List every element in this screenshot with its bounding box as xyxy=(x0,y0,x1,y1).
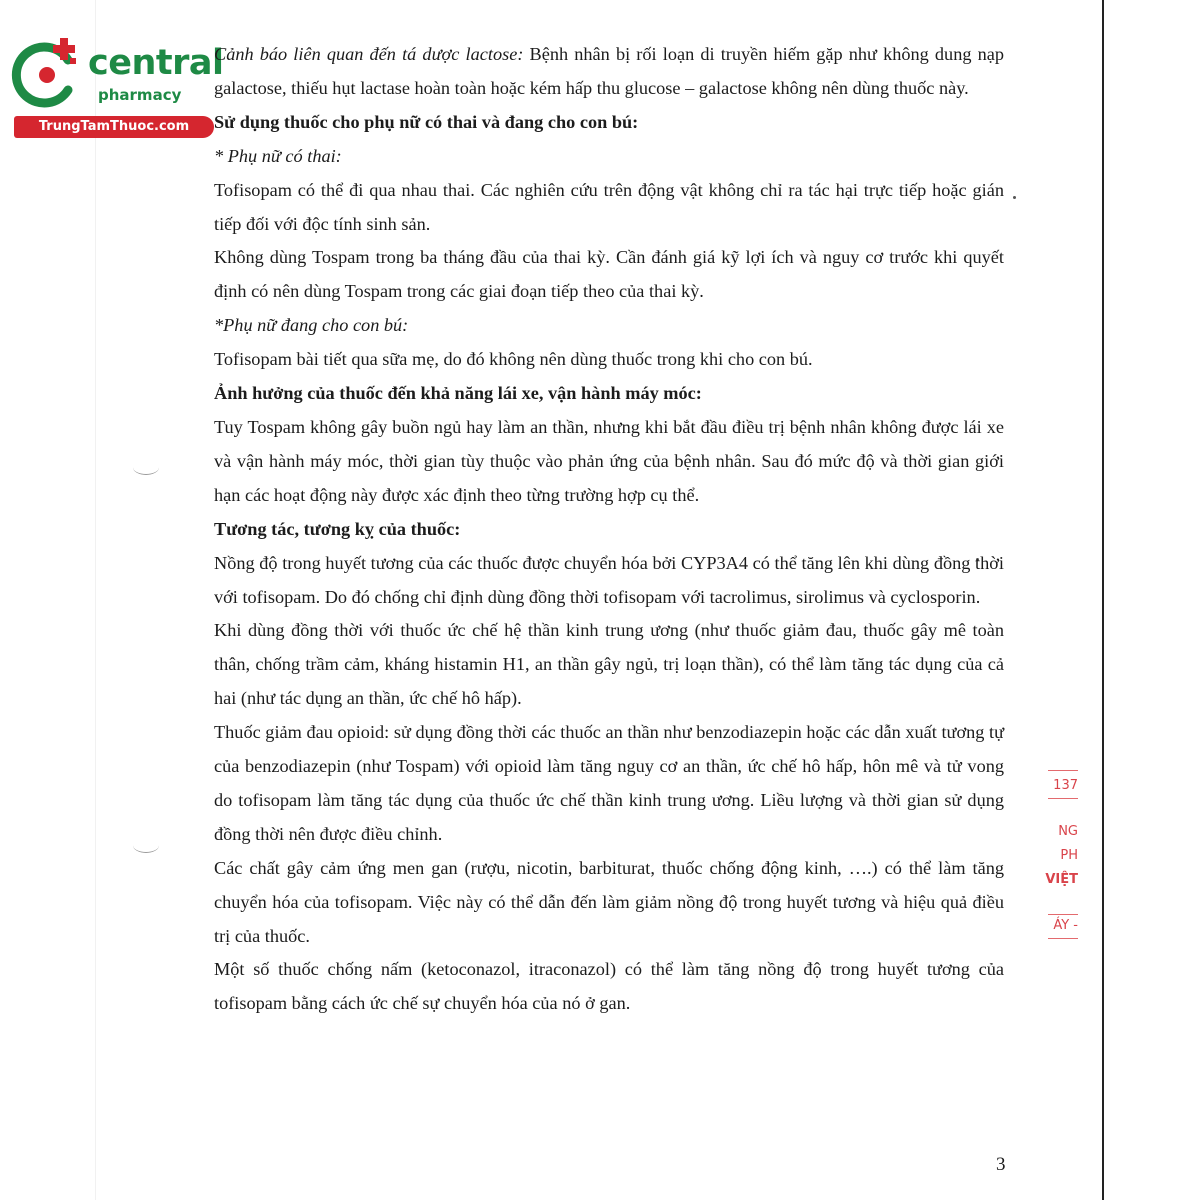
stamp-text: 137 xyxy=(1053,778,1078,793)
stamp-text: PH xyxy=(1060,848,1078,863)
paragraph-trimester: Không dùng Tospam trong ba tháng đầu của thai kỳ. Cần đánh giá kỹ lợi ích và nguy cơ trước khi quyết định có nên dùng Tospam trong các giai đoạn tiếp theo của thai kỳ. xyxy=(214,247,1004,302)
central-pharmacy-logo xyxy=(8,36,224,136)
subheading-pregnant-women: * Phụ nữ có thai: xyxy=(214,145,342,166)
stamp-text: ÁY - xyxy=(1053,918,1078,933)
stamp-text: NG xyxy=(1058,824,1078,839)
punch-hole-mark xyxy=(133,838,159,853)
stamp-line xyxy=(1048,770,1078,771)
paragraph-enzyme-inducers: Các chất gây cảm ứng men gan (rượu, nicotin, barbiturat, thuốc chống động kinh, ….) có thể làm tăng chuyển hóa của tofisopam. Việc này có thể dẫn đến làm giảm nồng độ trong huyết tương và hiệu quả điều trị của thuốc. xyxy=(214,857,1004,946)
pharmacy-c-cross-icon xyxy=(10,38,84,112)
paragraph-cns-depressants: Khi dùng đồng thời với thuốc ức chế hệ thần kinh trung ương (như thuốc giảm đau, thuốc gây mê toàn thân, chống trầm cảm, kháng histamin H1, an thần gây ngủ, trị loạn thần), có thể làm tăng tác dụng của cả hai (như tác dụng an thần, ức chế hô hấp). xyxy=(214,620,1004,709)
page-edge-shadow xyxy=(95,0,96,1200)
speck xyxy=(1013,196,1016,199)
stamp-text: VIỆT xyxy=(1045,872,1078,887)
brand-url-banner: TrungTamThuoc.com xyxy=(14,116,214,138)
paragraph-driving: Tuy Tospam không gây buồn ngủ hay làm an thần, nhưng khi bắt đầu điều trị bệnh nhân không được lái xe và vận hành máy móc, thời gian tùy thuộc vào phản ứng của bệnh nhân. Sau đó mức độ và thời gian giới hạn các hoạt động này được xác định theo từng trường hợp cụ thể. xyxy=(214,416,1004,505)
paragraph-placenta: Tofisopam có thể đi qua nhau thai. Các nghiên cứu trên động vật không chỉ ra tác hại trực tiếp hoặc gián tiếp đối với độc tính sinh sản. xyxy=(214,179,1004,234)
lactose-warning-paragraph xyxy=(214,38,1004,106)
stamp-line xyxy=(1048,914,1078,915)
section-heading-pregnancy: Sử dụng thuốc cho phụ nữ có thai và đang cho con bú: xyxy=(214,111,639,132)
stamp-line xyxy=(1048,938,1078,939)
paragraph-opioids: Thuốc giảm đau opioid: sử dụng đồng thời các thuốc an thần như benzodiazepin hoặc các dẫn xuất tương tự của benzodiazepin (như Tospam) với opioid làm tăng nguy cơ an thần, ức chế hô hấp, hôn mê và tử vong do tofisopam làm tăng tác dụng của thuốc ức chế thần kinh trung ương. Liều lượng và thời gian sử dụng đồng thời nên được điều chỉnh. xyxy=(214,722,1004,844)
paragraph-antifungals: Một số thuốc chống nấm (ketoconazol, itraconazol) có thể làm tăng nồng độ trong huyết tương của tofisopam bằng cách ức chế sự chuyển hóa của nó ở gan. xyxy=(214,959,1004,1014)
red-stamp-fragment xyxy=(1042,768,1082,948)
punch-hole-mark xyxy=(133,460,159,475)
section-heading-interactions: Tương tác, tương kỵ của thuốc: xyxy=(214,518,461,539)
stamp-line xyxy=(1048,798,1078,799)
lactose-warning-text: Bệnh nhân bị rối loạn di truyền hiếm gặp như không dung nạp galactose, thiếu hụt lactase hoàn toàn hoặc kém hấp thu glucose – galactose không nên dùng thuốc này. xyxy=(214,44,1004,98)
paragraph-cyp3a4: Nồng độ trong huyết tương của các thuốc được chuyển hóa bởi CYP3A4 có thể tăng lên khi dùng đồng thời với tofisopam. Do đó chống chỉ định dùng đồng thời tofisopam với tacrolimus, sirolimus và cyclosporin. xyxy=(214,552,1004,607)
brand-name: central xyxy=(88,43,224,83)
paragraph-breast-milk: Tofisopam bài tiết qua sữa mẹ, do đó không nên dùng thuốc trong khi cho con bú. xyxy=(214,349,813,370)
lactose-warning-label: Cảnh báo liên quan đến tá dược lactose: xyxy=(214,44,524,64)
brand-subtitle: pharmacy xyxy=(98,86,182,104)
section-heading-driving: Ảnh hưởng của thuốc đến khả năng lái xe, vận hành máy móc: xyxy=(214,383,702,404)
page-number: 3 xyxy=(996,1154,1006,1175)
page-border-line xyxy=(1102,0,1104,1200)
subheading-breastfeeding: *Phụ nữ đang cho con bú: xyxy=(214,315,409,336)
document-body xyxy=(214,38,1004,1021)
